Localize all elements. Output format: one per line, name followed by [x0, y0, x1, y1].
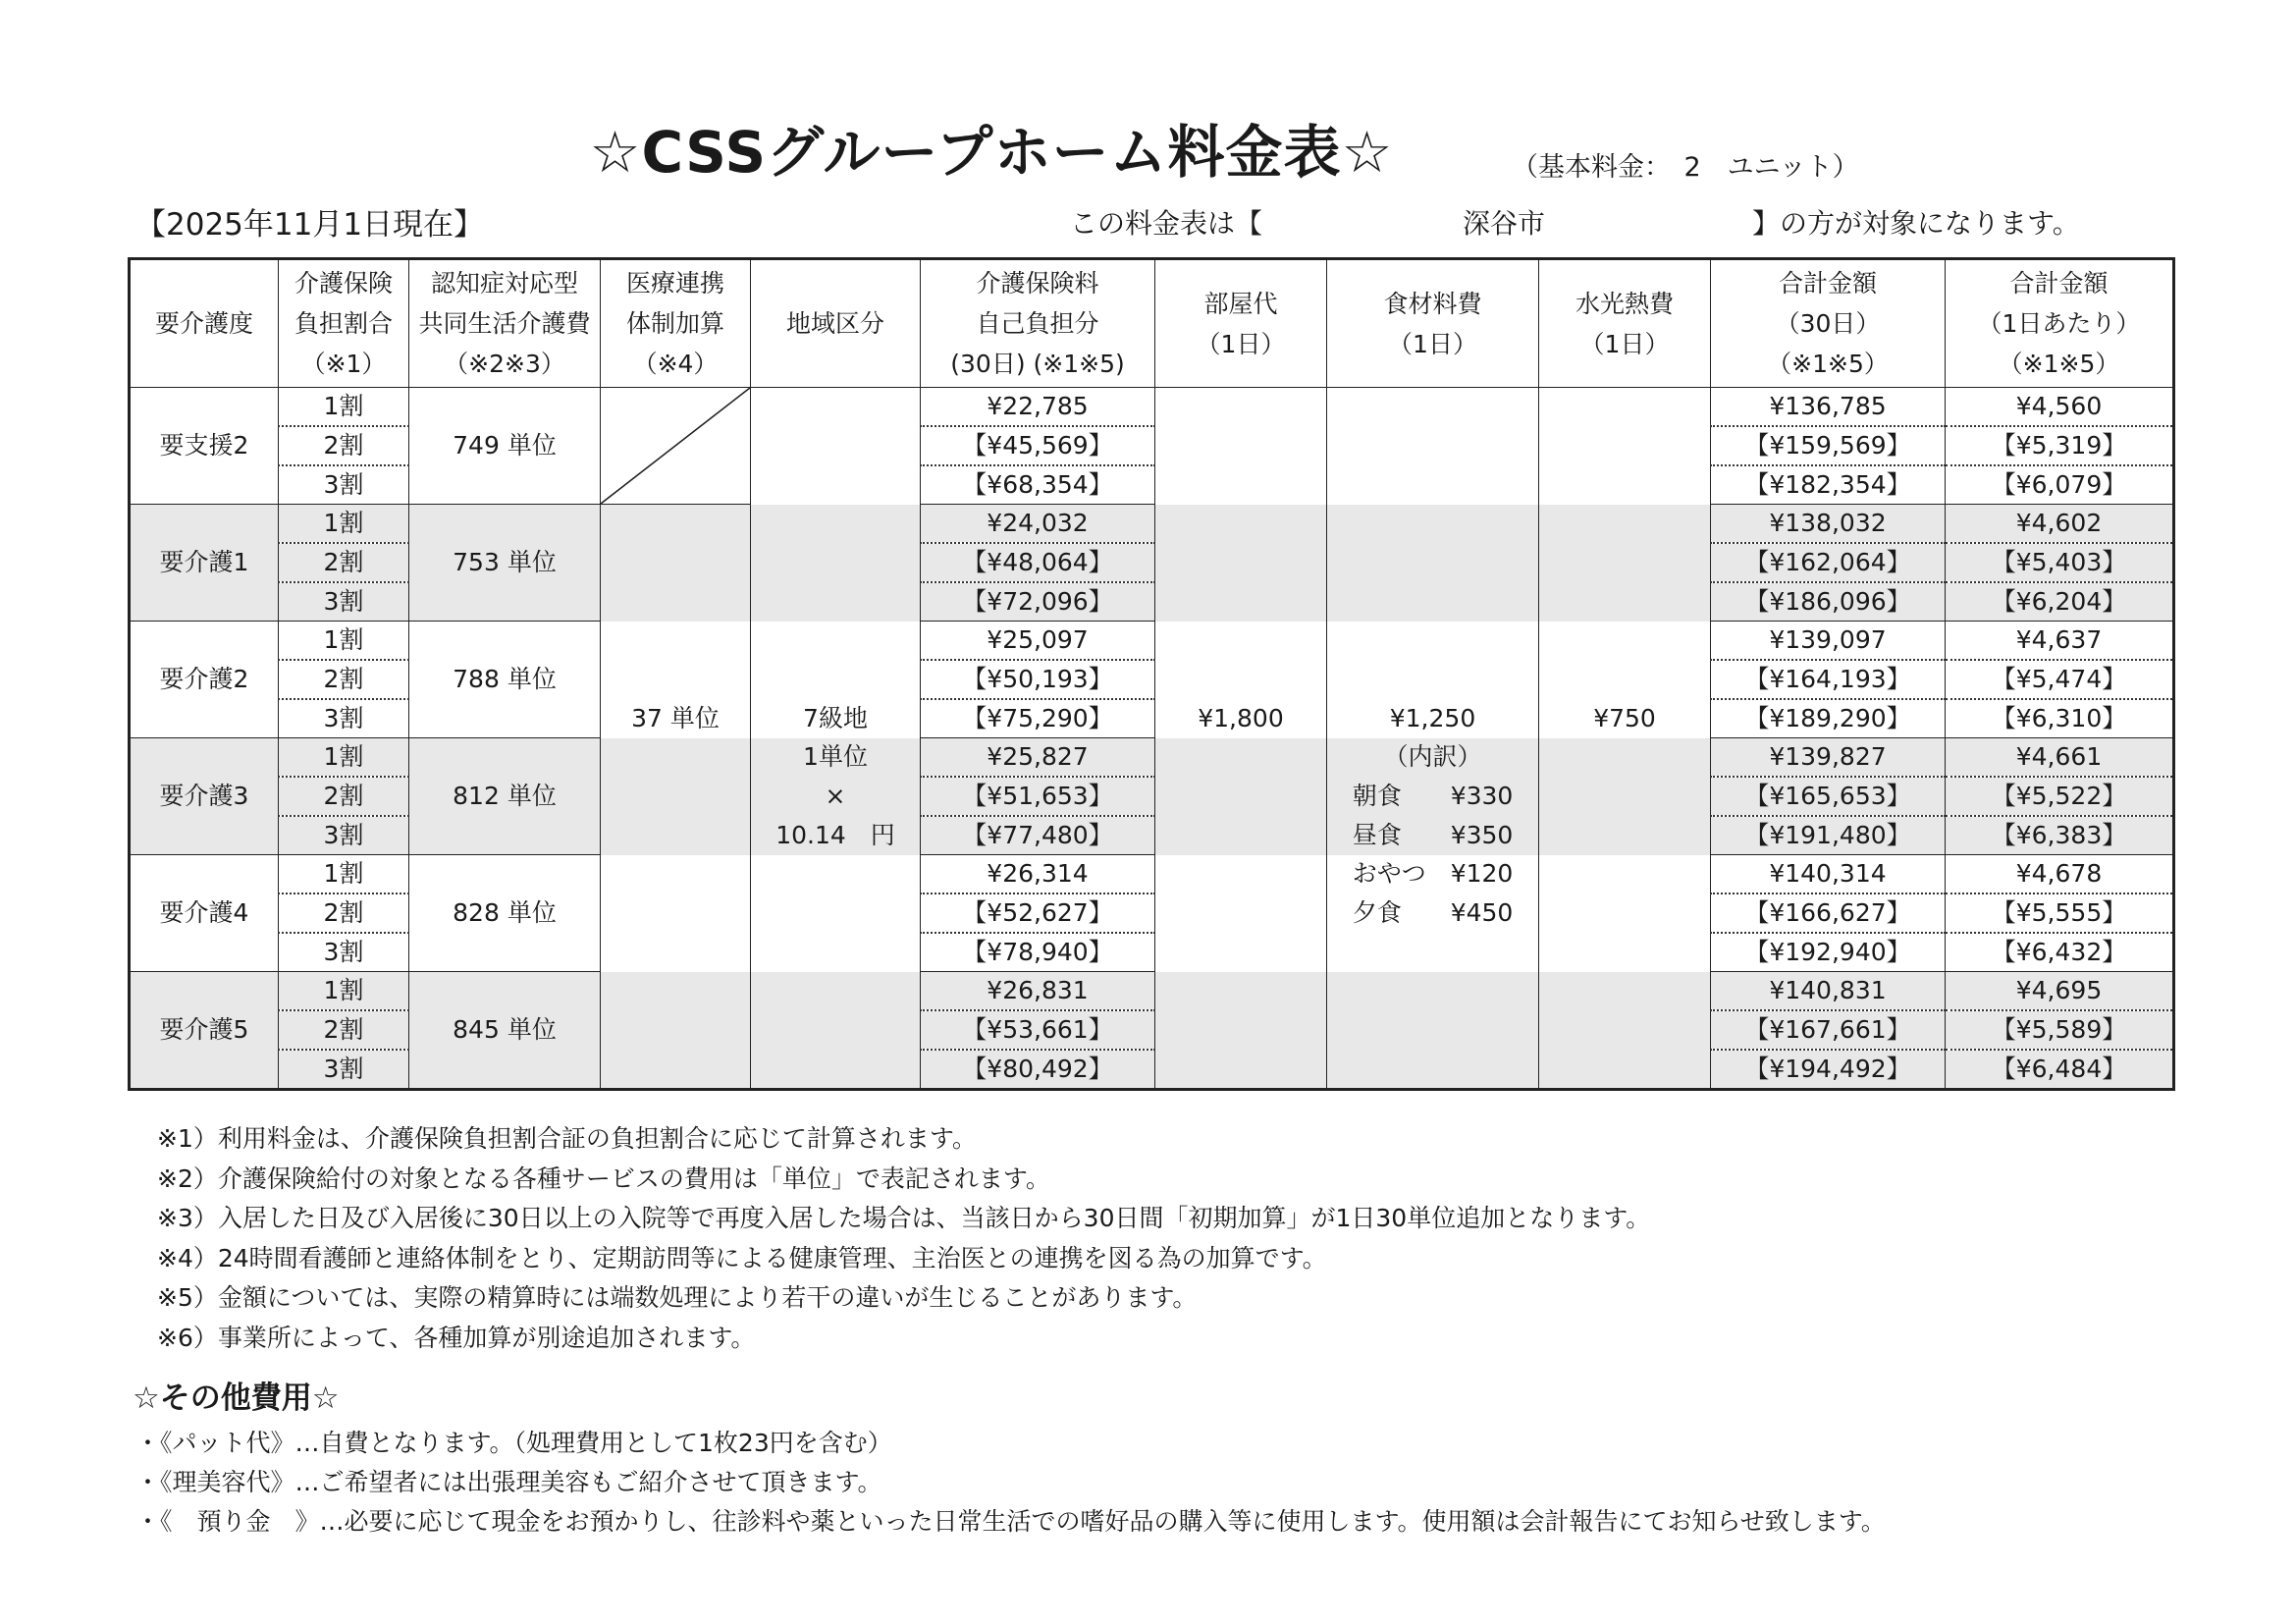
other-fee-item: ・《理美容代》…ご希望者には出張理美容もご紹介させて頂きます。: [135, 1468, 882, 1496]
region-cell: ×: [751, 777, 921, 816]
region-cell: [751, 855, 921, 894]
utility-cell: [1539, 972, 1711, 1011]
burden-ratio-cell: 2割: [279, 777, 409, 816]
note-item: ※1）利用料金は、介護保険負担割合証の負担割合に応じて計算されます。: [157, 1124, 977, 1153]
medical-cell: [601, 893, 751, 933]
food-cell: （内訳）: [1327, 738, 1539, 778]
burden-ratio-cell: 1割: [279, 738, 409, 778]
total-30-cell: 【¥182,354】: [1711, 465, 1946, 505]
total-1-cell: 【¥5,319】: [1946, 426, 2174, 465]
care-level-cell: 要介護3: [130, 738, 279, 855]
total-30-cell: 【¥194,492】: [1711, 1050, 1946, 1090]
medical-cell: [601, 738, 751, 778]
burden-ratio-cell: 2割: [279, 426, 409, 465]
insurance-cell: ¥26,314: [921, 855, 1155, 894]
total-1-cell: ¥4,602: [1946, 505, 2174, 544]
table-row: [130, 855, 2174, 894]
total-30-cell: ¥139,097: [1711, 622, 1946, 661]
insurance-cell: 【¥45,569】: [921, 426, 1155, 465]
burden-ratio-cell: 2割: [279, 543, 409, 582]
region-cell: 7級地: [751, 699, 921, 738]
note-item: ※3）入居した日及び入居後に30日以上の入院等で再度入居した場合は、当該日から30日間「初期加算」が1日30単位追加となります。: [157, 1204, 1651, 1233]
food-cell: [1327, 1050, 1539, 1090]
target-area-line: [1070, 202, 2080, 242]
total-30-cell: 【¥186,096】: [1711, 582, 1946, 622]
medical-cell: [601, 622, 751, 661]
room-cell: [1155, 465, 1327, 505]
utility-cell: [1539, 543, 1711, 582]
insurance-cell: 【¥75,290】: [921, 699, 1155, 738]
region-cell: [751, 972, 921, 1011]
room-cell: ¥1,800: [1155, 699, 1327, 738]
total-1-cell: 【¥5,589】: [1946, 1010, 2174, 1050]
other-fees-title: ☆その他費用☆: [133, 1380, 340, 1416]
food-cell: [1327, 1010, 1539, 1050]
burden-ratio-cell: 3割: [279, 816, 409, 855]
food-cell: [1327, 388, 1539, 427]
room-cell: [1155, 855, 1327, 894]
room-cell: [1155, 388, 1327, 427]
header-total-1: 合計金額 （1日あたり） （※1※5）: [1946, 259, 2174, 388]
utility-cell: [1539, 622, 1711, 661]
note-item: ※2）介護保険給付の対象となる各種サービスの費用は「単位」で表記されます。: [157, 1164, 1050, 1193]
burden-ratio-cell: 2割: [279, 1010, 409, 1050]
region-cell: [751, 388, 921, 427]
medical-cell: [601, 816, 751, 855]
utility-cell: ¥750: [1539, 699, 1711, 738]
insurance-cell: 【¥50,193】: [921, 660, 1155, 699]
dementia-units-cell: 812 単位: [409, 738, 601, 855]
region-cell: [751, 505, 921, 544]
medical-cell: [601, 855, 751, 894]
insurance-cell: ¥25,097: [921, 622, 1155, 661]
total-30-cell: 【¥159,569】: [1711, 426, 1946, 465]
burden-ratio-cell: 2割: [279, 660, 409, 699]
insurance-cell: 【¥68,354】: [921, 465, 1155, 505]
region-cell: [751, 933, 921, 972]
burden-ratio-cell: 1割: [279, 972, 409, 1011]
total-1-cell: 【¥6,204】: [1946, 582, 2174, 622]
burden-ratio-cell: 3割: [279, 582, 409, 622]
utility-cell: [1539, 388, 1711, 427]
note-item: ※5）金額については、実際の精算時には端数処理により若干の違いが生じることがあります。: [157, 1283, 1198, 1313]
food-cell: 夕食 ¥450: [1327, 893, 1539, 933]
medical-cell: [601, 505, 751, 544]
utility-cell: [1539, 1050, 1711, 1090]
header-utility: 水光熱費 （1日）: [1539, 259, 1711, 388]
dementia-units-cell: 749 単位: [409, 388, 601, 505]
header-insurance: 介護保険料 自己負担分 (30日) (※1※5): [921, 259, 1155, 388]
region-cell: 10.14 円: [751, 816, 921, 855]
food-cell: おやつ ¥120: [1327, 855, 1539, 894]
care-level-cell: 要介護4: [130, 855, 279, 972]
insurance-cell: 【¥80,492】: [921, 1050, 1155, 1090]
table-row: [130, 972, 2174, 1011]
insurance-cell: 【¥51,653】: [921, 777, 1155, 816]
fee-table: [128, 257, 2175, 1091]
region-cell: [751, 893, 921, 933]
total-30-cell: ¥139,827: [1711, 738, 1946, 778]
region-cell: [751, 465, 921, 505]
utility-cell: [1539, 465, 1711, 505]
room-cell: [1155, 505, 1327, 544]
total-1-cell: ¥4,661: [1946, 738, 2174, 778]
burden-ratio-cell: 3割: [279, 933, 409, 972]
room-cell: [1155, 426, 1327, 465]
utility-cell: [1539, 738, 1711, 778]
region-cell: [751, 660, 921, 699]
insurance-cell: ¥26,831: [921, 972, 1155, 1011]
total-30-cell: ¥138,032: [1711, 505, 1946, 544]
region-cell: [751, 622, 921, 661]
insurance-cell: 【¥77,480】: [921, 816, 1155, 855]
utility-cell: [1539, 426, 1711, 465]
care-level-cell: 要支援2: [130, 388, 279, 505]
other-fee-item: ・《 預り金 》…必要に応じて現金をお預かりし、往診料や薬といった日常生活での嗜好品の購入等に使用します。使用額は会計報告にてお知らせ致します。: [135, 1507, 1886, 1536]
medical-cell: [601, 777, 751, 816]
total-1-cell: 【¥5,522】: [1946, 777, 2174, 816]
dementia-units-cell: 828 単位: [409, 855, 601, 972]
total-30-cell: ¥136,785: [1711, 388, 1946, 427]
care-level-cell: 要介護1: [130, 505, 279, 622]
insurance-cell: 【¥52,627】: [921, 893, 1155, 933]
burden-ratio-cell: 1割: [279, 622, 409, 661]
total-30-cell: 【¥166,627】: [1711, 893, 1946, 933]
note-item: ※6）事業所によって、各種加算が別途追加されます。: [157, 1323, 756, 1352]
header-row: [130, 259, 2174, 388]
room-cell: [1155, 738, 1327, 778]
total-1-cell: 【¥5,555】: [1946, 893, 2174, 933]
target-suffix: 】の方が対象になります。: [1752, 207, 2080, 240]
insurance-cell: ¥22,785: [921, 388, 1155, 427]
food-cell: [1327, 505, 1539, 544]
burden-ratio-cell: 1割: [279, 505, 409, 544]
food-cell: [1327, 582, 1539, 622]
room-cell: [1155, 893, 1327, 933]
header-total-30: 合計金額 （30日） （※1※5）: [1711, 259, 1946, 388]
insurance-cell: ¥25,827: [921, 738, 1155, 778]
total-30-cell: 【¥162,064】: [1711, 543, 1946, 582]
other-fees-list: [135, 1424, 1886, 1542]
room-cell: [1155, 972, 1327, 1011]
medical-cell: [601, 543, 751, 582]
total-1-cell: 【¥5,403】: [1946, 543, 2174, 582]
medical-na-cell: [601, 388, 751, 505]
care-level-cell: 要介護2: [130, 622, 279, 738]
total-30-cell: 【¥192,940】: [1711, 933, 1946, 972]
total-30-cell: ¥140,831: [1711, 972, 1946, 1011]
target-prefix: この料金表は【: [1070, 207, 1263, 240]
total-30-cell: 【¥167,661】: [1711, 1010, 1946, 1050]
header-room: 部屋代 （1日）: [1155, 259, 1327, 388]
header-care-level: 要介護度: [130, 259, 279, 388]
dementia-units-cell: 788 単位: [409, 622, 601, 738]
room-cell: [1155, 582, 1327, 622]
utility-cell: [1539, 777, 1711, 816]
table-row: [130, 505, 2174, 544]
food-cell: ¥1,250: [1327, 699, 1539, 738]
medical-cell: [601, 660, 751, 699]
target-city: 深谷市: [1463, 207, 1546, 240]
utility-cell: [1539, 893, 1711, 933]
care-level-cell: 要介護5: [130, 972, 279, 1090]
total-30-cell: ¥140,314: [1711, 855, 1946, 894]
burden-ratio-cell: 3割: [279, 465, 409, 505]
burden-ratio-cell: 3割: [279, 1050, 409, 1090]
food-cell: [1327, 622, 1539, 661]
page-title: ☆CSSグループホーム料金表☆: [589, 119, 1394, 186]
food-cell: [1327, 972, 1539, 1011]
header-dementia: 認知症対応型 共同生活介護費 （※2※3）: [409, 259, 601, 388]
total-30-cell: 【¥189,290】: [1711, 699, 1946, 738]
fee-table-body: [130, 388, 2174, 1090]
total-1-cell: ¥4,695: [1946, 972, 2174, 1011]
insurance-cell: 【¥72,096】: [921, 582, 1155, 622]
room-cell: [1155, 777, 1327, 816]
food-cell: 朝食 ¥330: [1327, 777, 1539, 816]
region-cell: 1単位: [751, 738, 921, 778]
utility-cell: [1539, 1010, 1711, 1050]
burden-ratio-cell: 1割: [279, 388, 409, 427]
food-cell: [1327, 426, 1539, 465]
room-cell: [1155, 660, 1327, 699]
dementia-units-cell: 845 単位: [409, 972, 601, 1090]
food-cell: [1327, 543, 1539, 582]
note-item: ※4）24時間看護師と連絡体制をとり、定期訪問等による健康管理、主治医との連携を図る為の加算です。: [157, 1243, 1327, 1272]
table-row: [130, 738, 2174, 778]
food-cell: [1327, 465, 1539, 505]
food-cell: 昼食 ¥350: [1327, 816, 1539, 855]
room-cell: [1155, 543, 1327, 582]
utility-cell: [1539, 933, 1711, 972]
insurance-cell: ¥24,032: [921, 505, 1155, 544]
burden-ratio-cell: 1割: [279, 855, 409, 894]
region-cell: [751, 1050, 921, 1090]
total-1-cell: 【¥6,310】: [1946, 699, 2174, 738]
insurance-cell: 【¥53,661】: [921, 1010, 1155, 1050]
region-cell: [751, 543, 921, 582]
header-food: 食材料費 （1日）: [1327, 259, 1539, 388]
utility-cell: [1539, 660, 1711, 699]
utility-cell: [1539, 505, 1711, 544]
room-cell: [1155, 622, 1327, 661]
total-30-cell: 【¥165,653】: [1711, 777, 1946, 816]
utility-cell: [1539, 855, 1711, 894]
table-row: [130, 388, 2174, 427]
header-region: 地域区分: [751, 259, 921, 388]
utility-cell: [1539, 582, 1711, 622]
total-1-cell: ¥4,560: [1946, 388, 2174, 427]
total-1-cell: 【¥6,079】: [1946, 465, 2174, 505]
room-cell: [1155, 816, 1327, 855]
total-1-cell: 【¥6,383】: [1946, 816, 2174, 855]
total-1-cell: 【¥6,484】: [1946, 1050, 2174, 1090]
region-cell: [751, 426, 921, 465]
region-cell: [751, 582, 921, 622]
room-cell: [1155, 1010, 1327, 1050]
medical-cell: [601, 1050, 751, 1090]
food-cell: [1327, 660, 1539, 699]
total-30-cell: 【¥191,480】: [1711, 816, 1946, 855]
dementia-units-cell: 753 単位: [409, 505, 601, 622]
other-fee-item: ・《パット代》…自費となります。（処理費用として1枚23円を含む）: [135, 1429, 892, 1457]
header-medical: 医療連携 体制加算 （※4）: [601, 259, 751, 388]
food-cell: [1327, 933, 1539, 972]
region-cell: [751, 1010, 921, 1050]
room-cell: [1155, 933, 1327, 972]
total-1-cell: 【¥5,474】: [1946, 660, 2174, 699]
burden-ratio-cell: 3割: [279, 699, 409, 738]
as-of-date: 【2025年11月1日現在】: [135, 207, 485, 243]
total-1-cell: ¥4,637: [1946, 622, 2174, 661]
medical-cell: [601, 582, 751, 622]
insurance-cell: 【¥48,064】: [921, 543, 1155, 582]
table-row: [130, 622, 2174, 661]
diagonal-slash-icon: [601, 388, 750, 504]
header-burden: 介護保険 負担割合 （※1）: [279, 259, 409, 388]
notes-list: [157, 1119, 1650, 1359]
medical-cell: [601, 933, 751, 972]
medical-cell: 37 単位: [601, 699, 751, 738]
medical-cell: [601, 1010, 751, 1050]
basic-fee-note: （基本料金： 2 ユニット）: [1512, 152, 1859, 183]
utility-cell: [1539, 816, 1711, 855]
room-cell: [1155, 1050, 1327, 1090]
insurance-cell: 【¥78,940】: [921, 933, 1155, 972]
burden-ratio-cell: 2割: [279, 893, 409, 933]
medical-cell: [601, 972, 751, 1011]
total-1-cell: 【¥6,432】: [1946, 933, 2174, 972]
total-30-cell: 【¥164,193】: [1711, 660, 1946, 699]
total-1-cell: ¥4,678: [1946, 855, 2174, 894]
